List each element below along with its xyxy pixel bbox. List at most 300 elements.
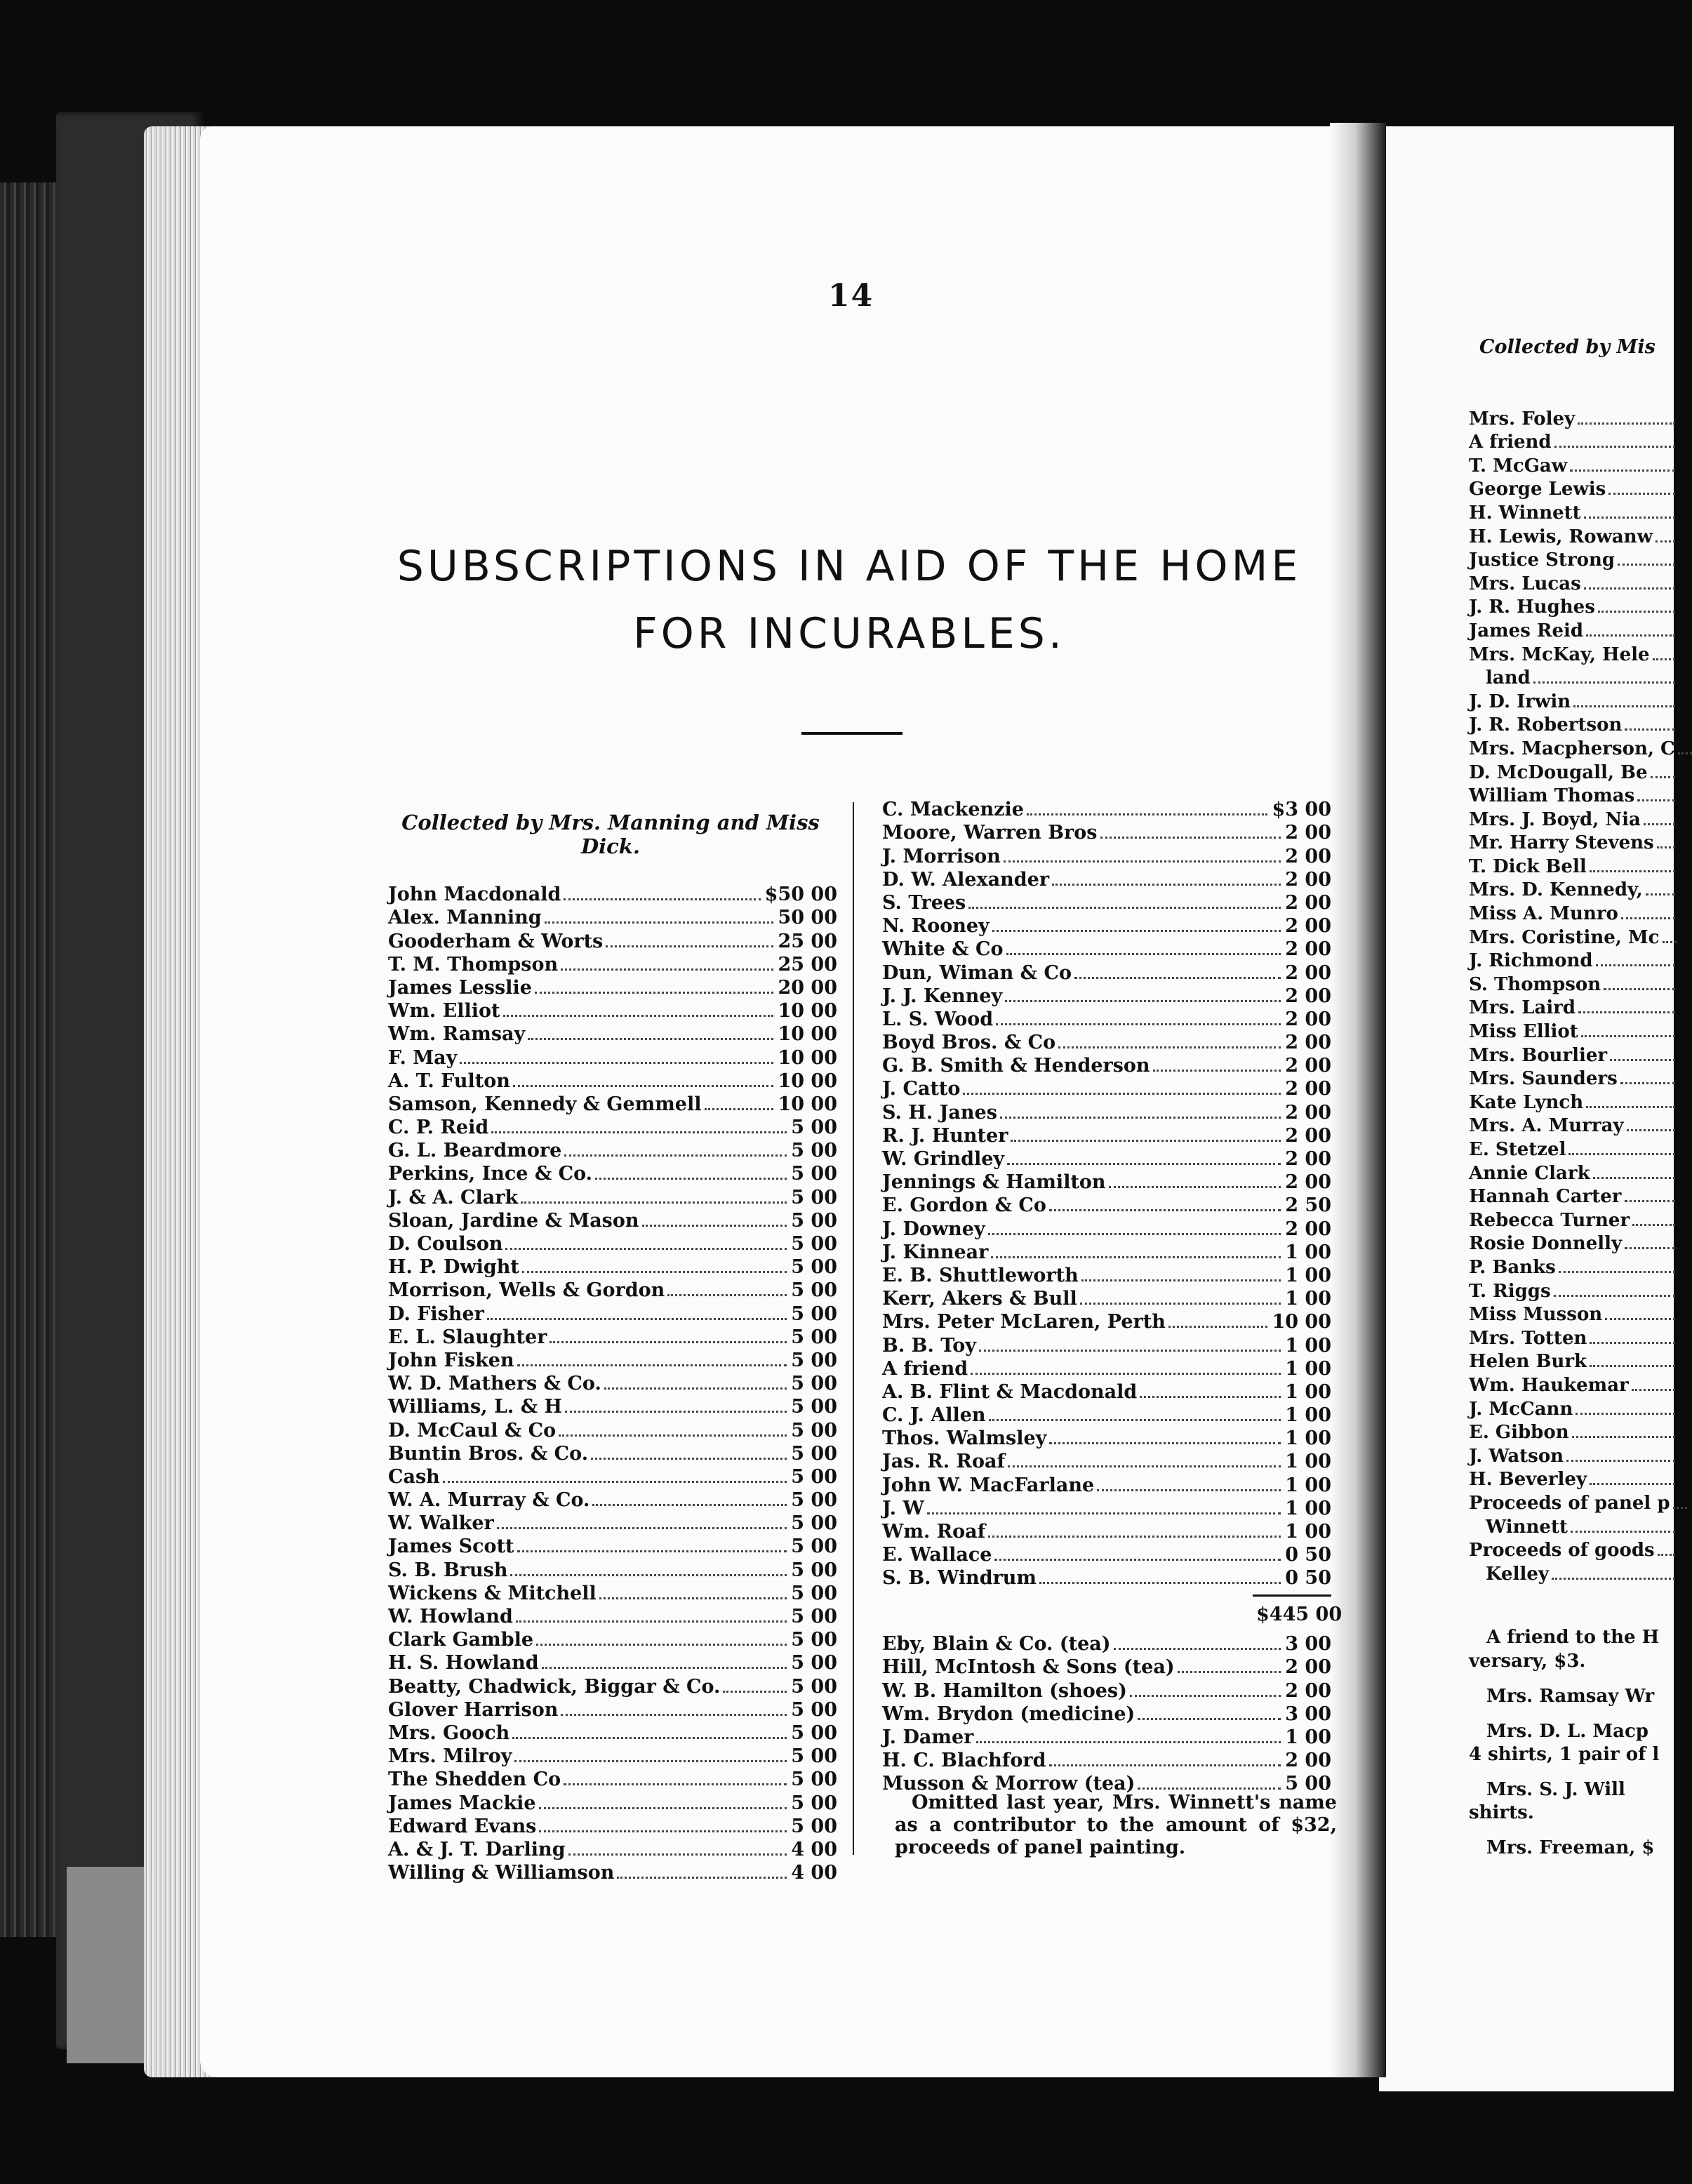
dot-leader	[1581, 1035, 1675, 1037]
dot-leader	[521, 1201, 787, 1204]
dot-leader	[1590, 870, 1675, 872]
entry-name: J. J. Kenney	[882, 985, 1003, 1007]
title-line-2: FOR INCURABLES.	[633, 609, 1065, 658]
list-item	[388, 1325, 837, 1348]
entry-amount: 10 00	[778, 1093, 837, 1115]
entry-amount: 2 00	[1285, 1078, 1331, 1100]
column-divider	[853, 802, 854, 1855]
dot-leader	[994, 1559, 1281, 1561]
list-item	[388, 1232, 837, 1255]
dot-leader	[592, 1504, 787, 1506]
dot-leader	[564, 898, 760, 900]
dot-leader	[561, 968, 773, 971]
entry-name: Moore, Warren Bros	[882, 822, 1098, 844]
entry-amount: 5 00	[791, 1745, 837, 1768]
dot-leader	[1586, 1106, 1675, 1108]
entry-amount: 2 00	[1285, 1032, 1331, 1054]
list-item	[1469, 877, 1679, 901]
entry-amount: 25 00	[778, 930, 837, 952]
entry-name: W. B. Hamilton (shoes)	[882, 1679, 1127, 1702]
entry-name: Wm. Haukemar	[1469, 1374, 1629, 1396]
entry-name: E. L. Slaughter	[388, 1326, 547, 1348]
entry-name: Dun, Wiman & Co	[882, 961, 1072, 984]
dot-leader	[1656, 540, 1675, 542]
list-item	[388, 882, 837, 905]
list-item	[1469, 688, 1679, 712]
right-column-heading: Collected by Mis	[1479, 336, 1656, 358]
paragraph-line: Mrs. Freeman, $	[1486, 1837, 1655, 1858]
list-item	[388, 1488, 837, 1511]
list-item	[388, 1465, 837, 1488]
entry-amount: 2 00	[1285, 845, 1331, 867]
entry-name: Justice Strong	[1469, 550, 1616, 571]
dot-leader	[1130, 1695, 1281, 1697]
entry-amount: 5 00	[791, 1629, 837, 1651]
dot-leader	[1651, 776, 1675, 778]
dot-leader	[606, 945, 773, 947]
list-item	[882, 1007, 1331, 1030]
paragraph-line: Mrs. S. J. Will	[1486, 1779, 1625, 1800]
entry-name: J. Kinnear	[882, 1241, 989, 1263]
dot-leader	[1605, 1318, 1675, 1320]
entry-amount: 5 00	[791, 1792, 837, 1814]
entry-name: J. Damer	[882, 1726, 974, 1748]
entry-name: Thos. Walmsley	[882, 1427, 1047, 1450]
dot-leader	[517, 1550, 787, 1552]
list-item	[1469, 1207, 1679, 1231]
list-item	[1469, 1302, 1679, 1326]
list-item	[1469, 594, 1679, 618]
dot-leader	[1646, 893, 1675, 895]
entry-name: A. B. Flint & Macdonald	[882, 1380, 1138, 1403]
entry-name: S. Thompson	[1469, 973, 1601, 995]
list-item	[882, 914, 1331, 937]
entry-name: Mrs. Foley	[1469, 408, 1576, 430]
entry-amount: 1 00	[1285, 1451, 1331, 1473]
entry-amount: $3 00	[1272, 799, 1331, 821]
list-item	[882, 1655, 1331, 1678]
list-item	[1469, 735, 1679, 759]
entry-amount: 20 00	[778, 976, 837, 999]
entry-amount: 2 00	[1285, 1008, 1331, 1030]
entry-name: L. S. Wood	[882, 1008, 994, 1030]
list-item	[882, 1286, 1331, 1310]
list-item	[388, 1744, 837, 1767]
list-item	[388, 1069, 837, 1092]
list-item	[388, 1208, 837, 1232]
dot-leader	[559, 1434, 787, 1437]
list-item	[1469, 1231, 1679, 1255]
entry-name: Mrs. McKay, Hele	[1469, 644, 1650, 665]
dot-leader	[1554, 1295, 1675, 1297]
entry-amount: 1 00	[1285, 1404, 1331, 1427]
list-item	[882, 1566, 1331, 1589]
dot-leader	[491, 1131, 787, 1133]
list-item	[882, 1240, 1331, 1263]
dot-leader	[1576, 1413, 1675, 1415]
entry-name: T. Dick Bell	[1469, 855, 1587, 877]
entry-amount: 2 00	[1285, 915, 1331, 938]
paragraph-line: A friend to the H	[1486, 1627, 1660, 1648]
book-gutter	[1330, 123, 1386, 2077]
dot-leader	[510, 1574, 787, 1576]
dot-leader	[1590, 1365, 1675, 1367]
list-item	[1469, 900, 1679, 924]
entry-amount: 5 00	[791, 1582, 837, 1604]
dot-leader	[1114, 1648, 1281, 1650]
entry-name: Winnett	[1486, 1516, 1568, 1538]
dot-leader	[989, 1419, 1281, 1421]
dot-leader	[1006, 953, 1281, 955]
entry-amount: 1 00	[1285, 1357, 1331, 1380]
entry-name: Sloan, Jardine & Mason	[388, 1209, 639, 1232]
entry-name: Hill, McIntosh & Sons (tea)	[882, 1656, 1175, 1679]
list-item	[388, 952, 837, 976]
entry-amount: 2 00	[1285, 822, 1331, 844]
dot-leader	[542, 1667, 787, 1669]
title-rule	[801, 732, 902, 735]
entry-name: Kelley	[1486, 1563, 1549, 1585]
list-item	[1469, 853, 1679, 877]
dot-leader	[992, 930, 1281, 932]
entry-name: R. J. Hunter	[882, 1124, 1008, 1147]
list-item	[882, 820, 1331, 844]
list-item	[882, 937, 1331, 960]
dot-leader	[1178, 1671, 1281, 1673]
entry-name: E. Gordon & Co	[882, 1194, 1046, 1217]
entry-name: D. Coulson	[388, 1233, 503, 1255]
list-item	[1469, 524, 1679, 547]
entry-name: J. Downey	[882, 1218, 985, 1240]
entry-amount: 3 00	[1285, 1633, 1331, 1656]
entry-amount: 1 00	[1285, 1726, 1331, 1748]
list-item	[1469, 571, 1679, 594]
list-item	[882, 1053, 1331, 1077]
entry-name: Samson, Kennedy & Gemmell	[388, 1093, 702, 1115]
entry-name: Mrs. Milroy	[388, 1745, 512, 1768]
list-item	[1469, 1443, 1679, 1467]
entry-amount: 2 00	[1285, 1679, 1331, 1702]
list-item	[388, 1278, 837, 1301]
entry-amount: 1 00	[1285, 1264, 1331, 1286]
list-item	[1469, 783, 1679, 807]
entry-name: Mrs. Coristine, Mc	[1469, 926, 1660, 948]
list-item	[882, 1403, 1331, 1426]
entry-name: N. Rooney	[882, 915, 990, 938]
entry-name: Kate Lynch	[1469, 1091, 1584, 1113]
entry-amount: 2 00	[1285, 1750, 1331, 1772]
list-item	[1469, 1254, 1679, 1278]
dot-leader	[991, 1256, 1281, 1258]
dot-leader	[1074, 977, 1281, 979]
list-item	[882, 1543, 1331, 1566]
dot-leader	[513, 1085, 774, 1087]
list-item	[1469, 1018, 1679, 1042]
entry-name: Helen Burk	[1469, 1351, 1587, 1373]
list-item	[882, 844, 1331, 867]
list-item	[882, 1077, 1331, 1100]
list-item	[882, 1216, 1331, 1239]
list-item	[1469, 712, 1679, 736]
subscription-list-1	[388, 882, 837, 1884]
entry-name: G. L. Beardmore	[388, 1140, 562, 1162]
entry-name: W. A. Murray & Co.	[388, 1489, 590, 1512]
entry-name: Eby, Blain & Co. (tea)	[882, 1633, 1111, 1656]
entry-name: A friend	[882, 1357, 968, 1380]
entry-amount: 2 00	[1285, 1656, 1331, 1679]
entry-name: Miss Elliot	[1469, 1021, 1578, 1043]
dot-leader	[1658, 1554, 1675, 1556]
list-item	[1469, 1349, 1679, 1373]
dot-leader	[1632, 1224, 1675, 1226]
entry-name: H. S. Howland	[388, 1652, 539, 1674]
dot-leader	[1140, 1396, 1281, 1398]
list-item	[388, 1161, 837, 1185]
entry-name: S. Trees	[882, 891, 966, 914]
entry-name: J. Catto	[882, 1078, 961, 1100]
entry-amount: 2 00	[1285, 961, 1331, 984]
list-item	[882, 1124, 1331, 1147]
paragraph-line: shirts.	[1469, 1802, 1534, 1823]
entry-name: D. McDougall, Be	[1469, 761, 1648, 783]
dot-leader	[971, 1373, 1281, 1375]
dot-leader	[568, 1853, 787, 1856]
dot-leader	[1552, 1578, 1675, 1580]
dot-leader	[1080, 1303, 1281, 1305]
entry-name: T. M. Thompson	[388, 953, 559, 976]
entry-amount: 2 00	[1285, 868, 1331, 891]
dot-leader	[723, 1691, 787, 1693]
entry-name: J. R. Robertson	[1469, 714, 1623, 736]
list-item	[882, 1147, 1331, 1170]
dot-leader	[539, 1807, 787, 1809]
entry-name: C. Mackenzie	[882, 799, 1024, 821]
entry-amount: 5 00	[791, 1163, 837, 1185]
dot-leader	[1653, 658, 1675, 660]
dot-leader	[1058, 1046, 1281, 1048]
entry-amount: 5 00	[791, 1140, 837, 1162]
entry-amount: 5 00	[791, 1349, 837, 1371]
list-item	[882, 1380, 1331, 1403]
entry-amount: 5 00	[791, 1675, 837, 1698]
entry-name: W. Walker	[388, 1512, 494, 1535]
entry-name: Mrs. Macpherson, C	[1469, 738, 1675, 759]
dot-leader	[535, 992, 774, 994]
dot-leader	[1590, 1342, 1675, 1344]
entry-amount: 5 00	[791, 1606, 837, 1627]
entry-amount: 5 00	[791, 1233, 837, 1255]
entry-name: Proceeds of goods	[1469, 1540, 1655, 1562]
entry-name: W. Grindley	[882, 1148, 1005, 1170]
list-item	[388, 1837, 837, 1860]
dot-leader	[1598, 611, 1675, 613]
list-item	[1469, 1278, 1679, 1302]
entry-amount: 2 50	[1285, 1194, 1331, 1217]
entry-name: Williams, L. & H	[388, 1396, 563, 1418]
dot-leader	[1644, 823, 1675, 825]
in-kind-list	[882, 1632, 1331, 1795]
dot-leader	[561, 1714, 787, 1716]
dot-leader	[1596, 964, 1675, 966]
entry-name: G. B. Smith & Henderson	[882, 1055, 1150, 1077]
entry-name: land	[1486, 667, 1531, 689]
entry-name: D. McCaul & Co	[388, 1419, 557, 1441]
list-item	[882, 1170, 1331, 1193]
entry-amount: 4 00	[791, 1838, 837, 1860]
entry-amount: 5 00	[791, 1489, 837, 1512]
list-item	[882, 1263, 1331, 1286]
title-line-1: SUBSCRIPTIONS IN AID OF THE HOME	[397, 542, 1302, 591]
entry-name: Beatty, Chadwick, Biggar & Co.	[388, 1675, 721, 1698]
list-item	[388, 1092, 837, 1115]
entry-name: S. B. Brush	[388, 1559, 508, 1581]
entry-name: Rosie Donnelly	[1469, 1233, 1623, 1255]
dot-leader	[1559, 1271, 1675, 1273]
entry-name: J. McCann	[1469, 1398, 1573, 1420]
list-item	[388, 1348, 837, 1371]
dot-leader	[705, 1108, 774, 1110]
dot-leader	[1007, 1163, 1281, 1165]
dot-leader	[1052, 884, 1281, 886]
dot-leader	[1657, 846, 1675, 848]
column-total: $445 00	[1256, 1604, 1343, 1625]
entry-name: Boyd Bros. & Co	[882, 1032, 1056, 1054]
entry-name: A friend	[1469, 432, 1552, 453]
entry-amount: 5 00	[791, 1465, 837, 1488]
list-item	[1469, 995, 1679, 1019]
paragraph-line: Mrs. Ramsay Wr	[1486, 1686, 1655, 1707]
entry-name: White & Co	[882, 938, 1004, 961]
entry-name: Wm. Brydon (medicine)	[882, 1703, 1135, 1725]
dot-leader	[1572, 1436, 1675, 1438]
omitted-note: Omitted last year, Mrs. Winnett's name as a contributor to the amount of $32, proceeds of panel painting.	[895, 1792, 1337, 1858]
entry-name: Mrs. Saunders	[1469, 1068, 1618, 1090]
dot-leader	[565, 1411, 787, 1413]
dot-leader	[1568, 1153, 1675, 1155]
dot-leader	[1621, 917, 1675, 919]
subscription-list-2	[882, 797, 1331, 1589]
page-number: 14	[828, 278, 874, 314]
entry-name: E. B. Shuttleworth	[882, 1264, 1079, 1286]
dot-leader	[1168, 1326, 1268, 1328]
entry-amount: 5 00	[791, 1722, 837, 1744]
list-item	[388, 1255, 837, 1278]
list-item	[882, 1748, 1331, 1771]
entry-name: Wm. Roaf	[882, 1521, 986, 1543]
list-item	[882, 1472, 1331, 1496]
list-item	[882, 1100, 1331, 1123]
entry-name: Kerr, Akers & Bull	[882, 1288, 1077, 1310]
dot-leader	[1049, 1442, 1281, 1444]
list-item	[1469, 1184, 1679, 1208]
entry-name: Gooderham & Worts	[388, 930, 604, 952]
entry-name: A. T. Fulton	[388, 1070, 510, 1092]
list-item	[1469, 806, 1679, 830]
dot-leader	[1637, 799, 1675, 801]
paragraph-line: versary, $3.	[1469, 1651, 1586, 1672]
entry-name: Perkins, Ince & Co.	[388, 1163, 593, 1185]
list-item	[882, 960, 1331, 983]
dot-leader	[1100, 837, 1281, 839]
entry-name: S. B. Windrum	[882, 1567, 1037, 1590]
entry-amount: 5 00	[791, 1303, 837, 1325]
entry-name: Wm. Elliot	[388, 1000, 500, 1023]
dot-leader	[487, 1318, 787, 1320]
entry-name: Wickens & Mitchell	[388, 1582, 597, 1604]
dot-leader	[505, 1248, 787, 1250]
entry-name: Clark Gamble	[388, 1629, 534, 1651]
entry-amount: $50 00	[764, 884, 837, 906]
dot-leader	[1554, 446, 1675, 448]
dot-leader	[497, 1527, 787, 1529]
paragraph-line: 4 shirts, 1 pair of l	[1469, 1744, 1660, 1765]
list-item	[388, 1767, 837, 1790]
list-item	[1469, 1136, 1679, 1160]
list-item	[882, 1193, 1331, 1216]
dot-leader	[1610, 1059, 1675, 1061]
entry-name: J. Morrison	[882, 845, 1001, 867]
entry-name: Rebecca Turner	[1469, 1209, 1630, 1231]
entry-name: James Mackie	[388, 1792, 536, 1814]
list-item	[388, 1581, 837, 1604]
entry-name: J. Watson	[1469, 1445, 1564, 1467]
entry-name: T. McGaw	[1469, 455, 1568, 477]
entry-amount: 5 00	[791, 1536, 837, 1558]
list-item	[882, 867, 1331, 891]
entry-name: Mrs. Laird	[1469, 997, 1576, 1019]
list-item	[388, 976, 837, 999]
entry-name: Alex. Manning	[388, 907, 542, 929]
entry-amount: 2 00	[1285, 1171, 1331, 1194]
dot-leader	[591, 1458, 787, 1460]
entry-name: John W. MacFarlane	[882, 1474, 1095, 1496]
entry-name: John Fisken	[388, 1349, 514, 1371]
list-item	[882, 1333, 1331, 1356]
dot-leader	[604, 1387, 787, 1390]
dot-leader	[1573, 705, 1675, 707]
entry-name: P. Banks	[1469, 1256, 1556, 1278]
entry-name: T. Riggs	[1469, 1280, 1551, 1302]
dot-leader	[1625, 728, 1675, 731]
list-item	[1469, 971, 1679, 995]
list-item	[388, 1674, 837, 1697]
dot-leader	[1618, 564, 1675, 566]
list-item	[1469, 406, 1679, 430]
list-item	[1469, 948, 1679, 972]
entry-name: Wm. Ramsay	[388, 1023, 526, 1046]
list-item	[388, 1814, 837, 1837]
entry-name: D. W. Alexander	[882, 868, 1050, 891]
entry-name: F. May	[388, 1046, 458, 1069]
list-item	[388, 1418, 837, 1441]
entry-amount: 10 00	[778, 1046, 837, 1069]
dot-leader	[512, 1737, 787, 1739]
dot-leader	[1570, 470, 1675, 472]
entry-name: H. C. Blachford	[882, 1750, 1046, 1772]
entry-amount: 1 00	[1285, 1288, 1331, 1310]
list-item	[882, 1449, 1331, 1472]
entry-amount: 2 00	[1285, 938, 1331, 961]
dot-leader	[642, 1225, 787, 1227]
list-item	[388, 1022, 837, 1045]
dot-leader	[1004, 860, 1281, 863]
dot-leader	[1000, 1117, 1281, 1119]
list-item	[388, 999, 837, 1022]
entry-amount: 1 00	[1285, 1474, 1331, 1496]
list-item	[882, 1357, 1331, 1380]
dot-leader	[976, 1741, 1281, 1743]
entry-amount: 5 00	[1285, 1773, 1331, 1795]
